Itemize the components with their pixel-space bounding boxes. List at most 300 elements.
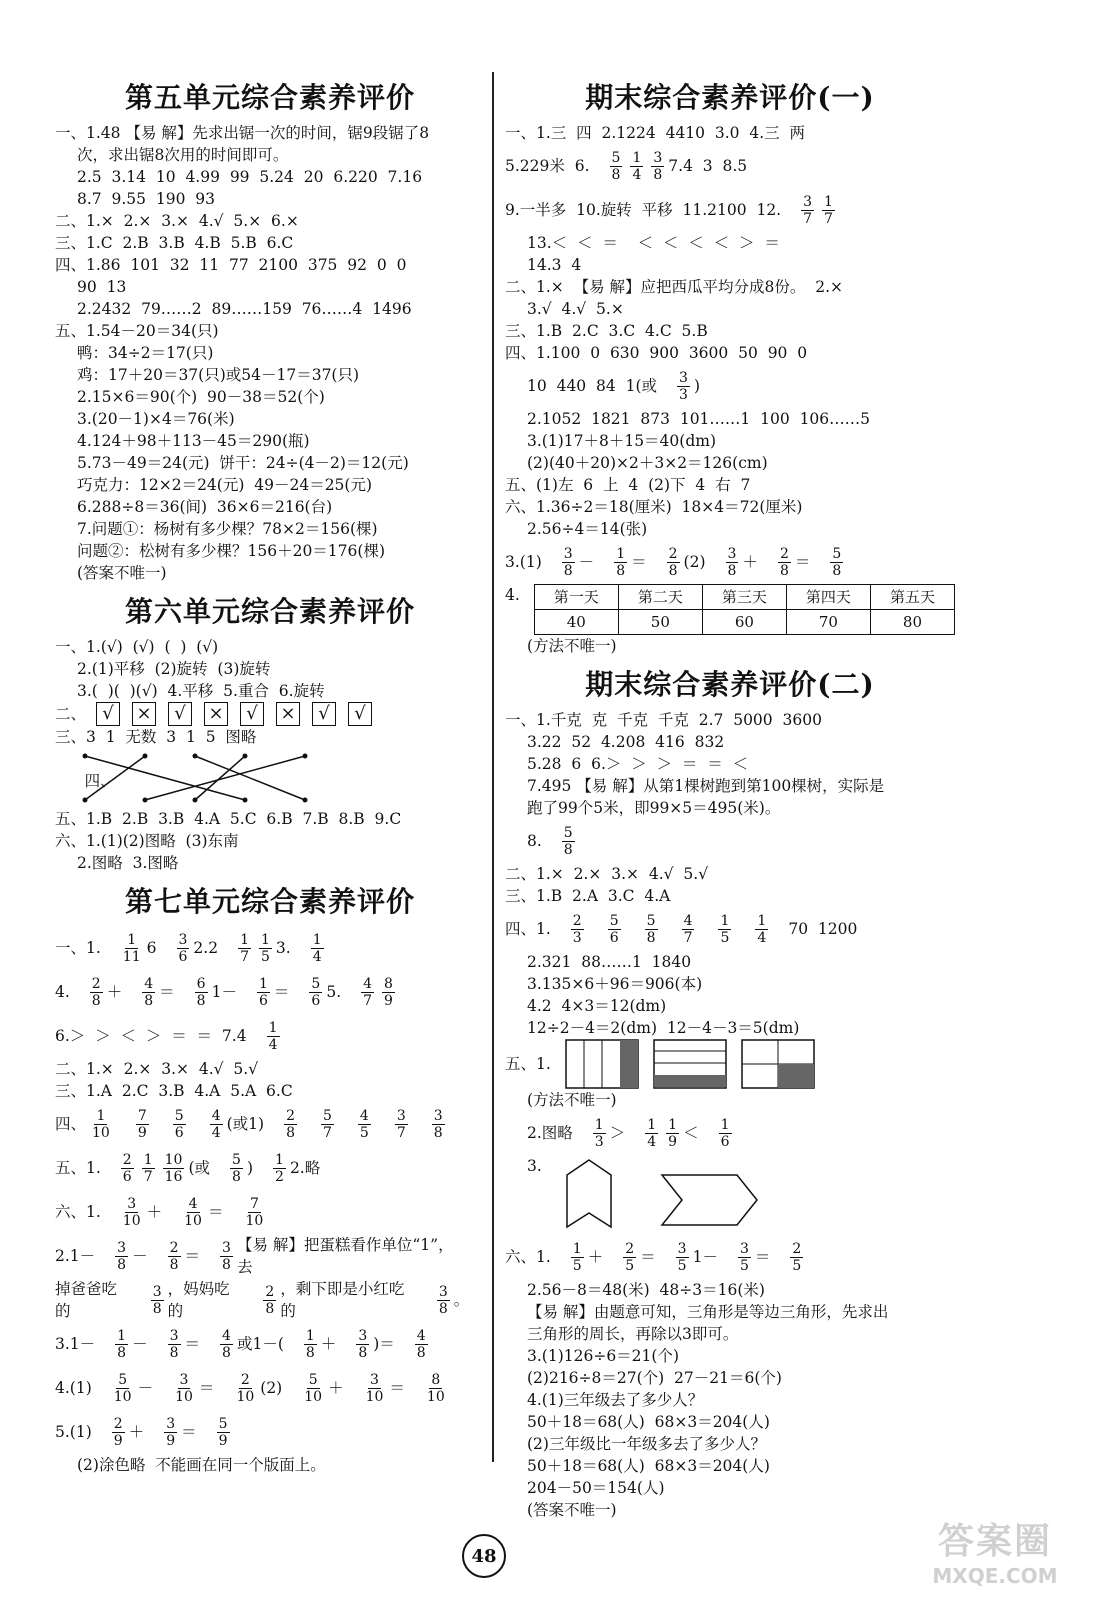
check-box: × [276,702,300,726]
answer-line: 2.56÷4＝14(张) [527,520,648,538]
fraction [112,1372,134,1405]
numerator: 3 [127,1195,137,1212]
final2-answers [505,709,955,1521]
fraction [358,1108,371,1141]
numerator: 2 [91,975,101,992]
denominator: 10 [304,1388,323,1405]
numerator: 3 [396,1107,406,1124]
text: ＋ [328,1379,344,1397]
answer-line: 5.28 6 6.＞ ＞ ＞ ＝ ＝ ＜ [527,755,749,773]
answer-line [505,907,955,951]
answer-line: 巧克力：12×2＝24(元) 49－24＝25(元) [77,476,373,494]
text: ) [693,377,700,395]
fraction [163,1152,185,1185]
fraction [361,976,374,1009]
denominator: 8 [117,1256,127,1273]
denominator: 2 [275,1168,284,1185]
text: 一、1. [55,939,101,957]
answer-line: 三、1.C 2.B 3.B 4.B 5.B 6.C [55,234,294,252]
answer-line: 鸡：17＋20＝37(只)或54－17＝37(只) [77,366,360,384]
denominator: 8 [358,1344,368,1361]
fraction-shape [741,1039,815,1089]
denominator: 10 [245,1212,264,1229]
denominator: 11 [122,948,141,965]
numerator: 5 [118,1371,128,1388]
numerator: 2 [286,1107,295,1124]
denominator: 9 [218,1432,228,1449]
text: 五、1. [55,1159,101,1177]
check-box: √ [312,702,336,726]
numerator: 1 [275,1151,284,1168]
fraction [682,913,695,946]
fraction [151,1284,164,1317]
answer-line: 2.15×6＝90(个) 90－38＝52(个) [77,388,325,406]
text: ＝ [640,1248,656,1266]
answer-line: (答案不唯一) [77,564,167,582]
numerator: 1 [312,931,322,948]
text: ＝ [754,1248,771,1266]
numerator: 2 [668,545,678,562]
denominator: 7 [323,1124,332,1141]
answer-line [505,364,955,408]
text: 7.4 3 8.5 [668,157,748,175]
denominator: 9 [113,1432,123,1449]
fraction [562,825,575,858]
answer-line: 2.56－8＝48(米) 48÷3＝16(米) [527,1281,765,1299]
numerator: 1 [824,193,833,210]
fraction [142,976,155,1009]
denominator: 8 [416,1344,426,1361]
denominator: 5 [572,1257,582,1274]
denominator: 10 [175,1388,193,1405]
numerator: 1 [305,1327,315,1344]
text: (2) [260,1379,283,1397]
denominator: 8 [616,562,626,579]
text: 2.略 [289,1159,321,1177]
fraction [309,976,322,1009]
denominator: 3 [679,386,688,403]
text: － [132,1247,148,1265]
fraction [311,932,324,965]
fraction [263,1284,276,1317]
text: 【易 解】把蛋糕看作单位“1”，去 [236,1236,454,1276]
text: ＝ [794,553,811,571]
final1-title: 期末综合素养评价(一) [585,81,875,114]
answer-line: 三、1.A 2.C 3.B 4.A 5.A 6.C [55,1082,293,1100]
denominator: 6 [122,1168,132,1185]
check-box: √ [96,702,120,726]
numerator: 5 [232,1151,241,1168]
answer-line: 次，求出锯8次用的时间即可。 [77,146,289,164]
numerator: 4 [211,1107,221,1124]
denominator: 8 [152,1300,162,1317]
fraction [267,1020,280,1053]
text: 6 [146,939,157,957]
text: ，剩下即是小红吃的 [280,1280,405,1320]
text: 四、 [55,1115,87,1133]
fraction [630,150,643,183]
answer-line: 一、1.48 【易 解】先求出锯一次的时间，锯9段锯了8 [55,124,430,142]
text: 2.1－ [55,1247,96,1265]
numerator: 3 [370,1371,379,1388]
denominator: 4 [312,948,322,965]
answer-line: 50＋18＝68(人) 68×3＝204(人) [527,1457,770,1475]
fraction [321,1108,334,1141]
fraction [230,1152,243,1185]
answer-line: 二、1.× 2.× 3.× 4.√ 5.× 6.× [55,212,299,230]
answer-line [55,1014,485,1058]
denominator: 6 [178,948,188,965]
numerator: 3 [727,545,737,562]
denominator: 8 [232,1168,241,1185]
fraction [142,1152,155,1185]
denominator: 8 [305,1344,315,1361]
fraction [437,1284,450,1317]
denominator: 8 [433,1124,443,1141]
numerator: 4 [416,1327,426,1344]
text: 3. [275,939,291,957]
denominator: 10 [426,1388,445,1405]
fraction [304,1328,317,1361]
numerator: 8 [431,1371,441,1388]
answer-line: 7.问题①：杨树有多少棵？78×2＝156(棵) [77,520,378,538]
shapes-row [505,1039,955,1089]
numerator: 4 [144,975,154,992]
numerator: 5 [308,1371,318,1388]
fraction [257,976,270,1009]
denominator: 4 [757,929,767,946]
text: (或1) [226,1115,265,1133]
denominator: 8 [832,562,842,579]
denominator: 8 [727,562,737,579]
answer-line: 2.5 3.14 10 4.99 99 5.24 20 6.220 7.16 [77,168,423,186]
denominator: 10 [365,1388,384,1405]
numerator: 1 [594,1116,604,1133]
table-cell: 第一天 [534,585,618,610]
text: － [578,553,595,571]
numerator: 2 [792,1240,802,1257]
numerator: 5 [609,912,619,929]
denominator: 6 [720,1133,730,1150]
numerator: 8 [384,975,393,992]
denominator: 16 [164,1168,183,1185]
fraction [234,1372,256,1405]
days-table-row [505,584,955,635]
final1-answers [505,122,955,657]
answer-line: 2.321 88……1 1840 [527,953,692,971]
answer-line: 三、1.B 2.A 3.C 4.A [505,887,671,905]
denominator: 8 [196,992,206,1009]
numerator: 5 [611,149,621,166]
right-column [505,70,955,1521]
numerator: 5 [311,975,321,992]
fraction [121,932,143,965]
answer-line [55,970,485,1014]
text: ，妈妈吃的 [167,1280,230,1320]
numerator: 3 [222,1239,231,1256]
unit5-answers [55,122,485,584]
denominator: 5 [359,1124,369,1141]
answer-line: 2.(1)平移 (2)旋转 (3)旋转 [77,660,271,678]
answer-line: 8.7 9.55 190 93 [77,190,216,208]
numerator: 1 [720,1116,730,1133]
fraction [177,932,190,965]
numerator: 2 [779,545,789,562]
answer-line: 三、1.B 2.C 3.C 4.C 5.B [505,322,708,340]
answer-line: 六、1.(1)(2)图略 (3)东南 [55,832,239,850]
text: 10 440 84 1(或 [527,377,658,395]
fraction [645,913,658,946]
numerator: 2 [265,1283,275,1300]
numerator: 2 [169,1239,179,1256]
numerator: 7 [137,1107,147,1124]
answer-line: 4.2 4×3＝12(dm) [527,997,667,1015]
text: ＝ [631,553,647,571]
numerator: 1 [261,931,270,948]
check-box: √ [240,702,264,726]
fraction [801,194,814,227]
unit6-title: 第六单元综合素养评价 [124,595,415,628]
denominator: 8 [169,1256,179,1273]
numerator: 1 [96,1107,106,1124]
text: 4. [55,983,70,1001]
denominator: 8 [144,992,154,1009]
answer-line: (方法不唯一) [527,637,617,655]
text: ＋ [146,1203,163,1221]
denominator: 8 [438,1300,448,1317]
check-box: √ [348,702,372,726]
text: 2.2 [193,939,219,957]
answer-line [55,1190,485,1234]
answer-line: 鸭：34÷2＝17(只) [77,344,214,362]
symmetric-shapes-figure [562,1155,782,1231]
numerator: 3 [117,1239,127,1256]
answer-line: (2)(40＋20)×2＋3×2＝126(cm) [527,454,768,472]
fraction [571,1241,584,1274]
table-cell: 第五天 [870,585,954,610]
text: 5.(1) [55,1423,92,1441]
numerator: 4 [222,1327,231,1344]
text: 4. [505,586,520,604]
answer-line: 二、1.× 2.× 3.× 4.√ 5.√ [55,1060,259,1078]
fraction [168,1328,181,1361]
fraction [168,1240,181,1273]
answer-line: 一、1.三 四 2.1224 4410 3.0 4.三 两 [505,124,806,142]
answer-line: 4.124＋98＋113－45＝290(瓶) [77,432,310,450]
answer-line: (2)三年级比一年级多去了多少人？ [527,1435,766,1453]
fraction [243,1196,265,1229]
text: )＝ [373,1335,395,1353]
numerator: 5 [323,1107,332,1124]
fraction [677,370,690,403]
denominator: 10 [92,1124,110,1141]
answer-line [505,1111,955,1155]
numerator: 3 [152,1283,162,1300]
answer-line: 二、1.× 2.× 3.× 4.√ 5.√ [505,865,709,883]
table-cell: 40 [534,610,618,635]
numerator: 1 [258,975,268,992]
fraction [302,1372,324,1405]
fraction [273,1152,286,1185]
text: 5.229米 6. [505,157,590,175]
answer-line: 3.√ 4.√ 5.× [527,300,624,318]
table-cell: 70 [786,610,870,635]
answer-line: 14.3 4 [527,256,582,274]
answer-line: 2.1052 1821 873 101……1 100 106……5 [527,410,871,428]
text: ＝ [184,1335,201,1353]
text: 8. [527,832,542,850]
fraction [608,913,621,946]
fraction [259,932,272,965]
answer-line: 跑了99个5米，即99×5＝495(米)。 [527,799,781,817]
numerator: 5 [646,912,656,929]
denominator: 8 [222,1344,231,1361]
fraction [121,1196,143,1229]
numerator: 2 [240,1371,250,1388]
denominator: 4 [647,1133,657,1150]
answer-line: 3.22 52 4.208 416 832 [527,733,725,751]
numerator: 6 [196,975,206,992]
denominator: 7 [803,210,813,227]
denominator: 7 [824,210,833,227]
table-row [534,585,954,610]
numerator: 3 [166,1415,176,1432]
answer-line: (答案不唯一) [527,1501,617,1519]
text: ＝ [184,1247,201,1265]
numerator: 1 [668,1116,678,1133]
numerator: 1 [632,149,642,166]
denominator: 5 [261,948,270,965]
denominator: 9 [137,1124,147,1141]
site-watermark: 答案圈 MXQE.COM [932,1520,1058,1588]
fraction [164,1416,177,1449]
text: 3.(1) [505,553,542,571]
denominator: 7 [240,948,249,965]
fraction [173,1108,186,1141]
text: ＞ [609,1124,626,1142]
fraction [220,1240,233,1273]
fraction [220,1328,233,1361]
answer-line [55,1322,485,1366]
answer-line: 2.2432 79……2 89……159 76……4 1496 [77,300,412,318]
numerator: 3 [677,1240,687,1257]
answer-line [55,1234,485,1278]
unit6-line-san: 三、3 1 无数 3 1 5 图略 [55,728,257,746]
fraction [614,546,627,579]
answer-line: 五、1.B 2.B 3.B 4.A 5.C 6.B 7.B 8.B 9.C [55,810,402,828]
denominator: 6 [174,1124,184,1141]
text: 掉爸爸吃的 [55,1280,118,1320]
fraction [112,1416,125,1449]
answer-line: (2)216÷8＝27(个) 27－21＝6(个) [527,1369,782,1387]
unit7-answers [55,926,485,1476]
fraction [173,1372,195,1405]
numerator: 4 [683,912,693,929]
fraction [778,546,791,579]
numerator: 1 [757,912,767,929]
text: 或1－( [236,1335,284,1353]
denominator: 3 [572,929,582,946]
fraction [726,546,739,579]
text: ＝ [181,1423,197,1441]
numerator: 5 [832,545,842,562]
answer-line: 3.(20－1)×4＝76(米) [77,410,235,428]
answer-line: 三角形的周长，再除以3即可。 [527,1325,739,1343]
numerator: 3 [679,369,688,386]
fraction [738,1241,751,1274]
fraction [755,913,768,946]
fraction [136,1108,149,1141]
text: (2) [683,553,706,571]
text: (或 [188,1159,211,1177]
unit7-title: 第七单元综合素养评价 [124,885,415,918]
answer-line: 五、(1)左 6 上 4 (2)下 4 右 7 [505,476,751,494]
numerator: 7 [249,1195,259,1212]
numerator: 3 [653,149,663,166]
table-cell: 60 [702,610,786,635]
text: ＋ [320,1335,337,1353]
text: ＝ [389,1379,405,1397]
fraction-shape [653,1039,727,1089]
answer-line [55,1366,485,1410]
denominator: 6 [258,992,268,1009]
answer-line [55,1278,485,1322]
table-cell: 80 [870,610,954,635]
numerator: 4 [363,975,373,992]
text: ＝ [159,983,175,1001]
text: ＋ [587,1248,604,1266]
numerator: 1 [720,912,730,929]
numerator: 10 [164,1151,183,1168]
text: 6.＞ ＞ ＜ ＞ ＝ ＝ 7.4 [55,1027,247,1045]
matching-lines-figure [75,748,415,808]
fraction [382,976,395,1009]
answer-line: 4.(1)三年级去了多少人？ [527,1391,704,1409]
fraction [210,1108,223,1141]
unit6-matching: 四、 [55,748,485,808]
answer-line [55,1146,485,1190]
answer-line: 问题②：松树有多少棵？156＋20＝176(棵) [77,542,385,560]
denominator: 9 [384,992,393,1009]
fraction [425,1372,447,1405]
fraction [822,194,835,227]
unit5-title: 第五单元综合素养评价 [124,81,415,114]
denominator: 5 [739,1257,749,1274]
text: ＜ [683,1124,699,1142]
denominator: 5 [720,929,730,946]
text: 2.图略 [527,1124,573,1142]
answer-line: 3.(1)126÷6＝21(个) [527,1347,679,1365]
numerator: 5 [174,1107,184,1124]
text: 5. [326,983,342,1001]
fraction [217,1416,230,1449]
fraction [666,1117,679,1150]
text: ＝ [207,1203,224,1221]
denominator: 5 [792,1257,802,1274]
answer-line: (方法不唯一) [527,1091,617,1109]
text: － [132,1335,148,1353]
fraction [90,1108,112,1141]
denominator: 4 [211,1124,221,1141]
answer-line [505,144,955,188]
denominator: 6 [609,929,619,946]
fraction [182,1196,204,1229]
fraction [651,150,664,183]
denominator: 8 [265,1300,275,1317]
numerator: 1 [240,931,249,948]
answer-line: 一、1.(√) (√) ( ) (√) [55,638,219,656]
unit6-answers [55,636,485,702]
